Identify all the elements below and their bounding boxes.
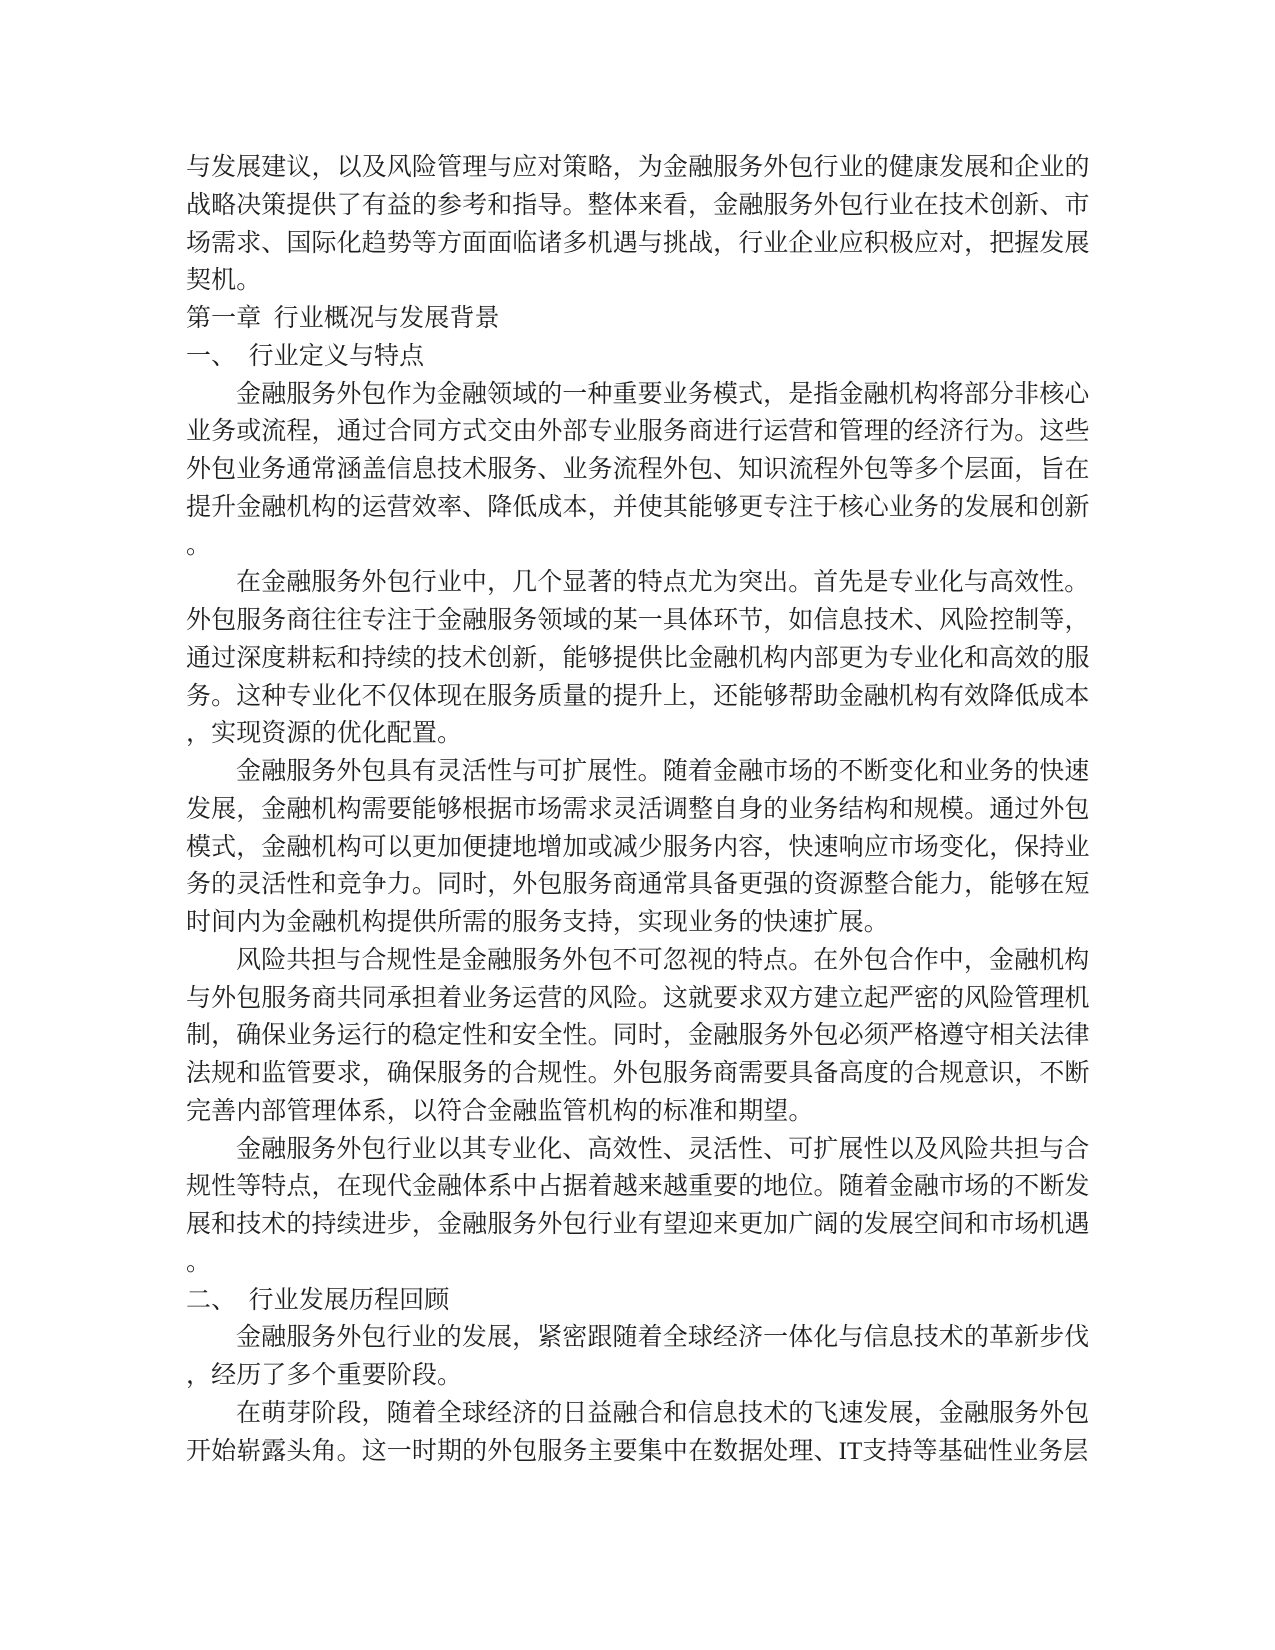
paragraph-line: 提升金融机构的运营效率、降低成本，并使其能够更专注于核心业务的发展和创新 [186, 493, 1090, 521]
paragraph-line: 发展，金融机构需要能够根据市场需求灵活调整自身的业务结构和规模。通过外包 [186, 795, 1090, 823]
paragraph-line: 展和技术的持续进步，金融服务外包行业有望迎来更加广阔的发展空间和市场机遇 [186, 1211, 1090, 1238]
paragraph-line: 外包服务商往往专注于金融服务领域的某一具体环节，如信息技术、风险控制等， [186, 607, 1090, 634]
paragraph-line: 模式，金融机构可以更加便捷地增加或减少服务内容，快速响应市场变化，保持业 [186, 833, 1090, 861]
paragraph-line: 在金融服务外包行业中，几个显著的特点尤为突出。首先是专业化与高效性。 [236, 569, 1090, 597]
paragraph-line: 金融服务外包行业的发展，紧密跟随着全球经济一体化与信息技术的革新步伐 [236, 1324, 1090, 1352]
paragraph-line: ，经历了多个重要阶段。 [186, 1362, 463, 1389]
paragraph-line: 开始崭露头角。这一时期的外包服务主要集中在数据处理、IT支持等基础性业务层 [186, 1437, 1089, 1465]
paragraph-line: 业务或流程，通过合同方式交由外部专业服务商进行运营和管理的经济行为。这些 [186, 418, 1090, 446]
paragraph-line: 法规和监管要求，确保服务的合规性。外包服务商需要具备高度的合规意识，不断 [186, 1060, 1090, 1087]
paragraph-line: 在萌芽阶段，随着全球经济的日益融合和信息技术的飞速发展，金融服务外包 [236, 1399, 1090, 1427]
paragraph-line: 金融服务外包具有灵活性与可扩展性。随着金融市场的不断变化和业务的快速 [236, 758, 1090, 785]
paragraph-line: 。 [186, 531, 212, 559]
paragraph-line: 。 [186, 1248, 212, 1276]
paragraph-line: 场需求、国际化趋势等方面面临诸多机遇与挑战，行业企业应积极应对，把握发展 [186, 229, 1090, 257]
paragraph-line: 完善内部管理体系，以符合金融监管机构的标准和期望。 [186, 1097, 814, 1125]
paragraph-line: 务。这种专业化不仅体现在服务质量的提升上，还能够帮助金融机构有效降低成本 [186, 682, 1090, 710]
paragraph-line: 务的灵活性和竞争力。同时，外包服务商通常具备更强的资源整合能力，能够在短 [186, 871, 1090, 899]
paragraph-line: 与外包服务商共同承担着业务运营的风险。这就要求双方建立起严密的风险管理机 [186, 984, 1090, 1012]
section-heading: 一、 行业定义与特点 [186, 342, 425, 370]
paragraph-line: 战略决策提供了有益的参考和指导。整体来看，金融服务外包行业在技术创新、市 [186, 191, 1090, 219]
paragraph-line: 规性等特点，在现代金融体系中占据着越来越重要的地位。随着金融市场的不断发 [186, 1173, 1090, 1201]
paragraph-line: 金融服务外包作为金融领域的一种重要业务模式，是指金融机构将部分非核心 [236, 380, 1090, 408]
paragraph-line: 外包业务通常涵盖信息技术服务、业务流程外包、知识流程外包等多个层面，旨在 [186, 456, 1090, 483]
chapter-heading: 第一章 行业概况与发展背景 [186, 305, 500, 332]
document-text-block [186, 149, 1094, 1470]
paragraph-line: 通过深度耕耘和持续的技术创新，能够提供比金融机构内部更为专业化和高效的服 [186, 644, 1090, 672]
paragraph-line: 风险共担与合规性是金融服务外包不可忽视的特点。在外包合作中，金融机构 [236, 946, 1090, 974]
paragraph-line: 时间内为金融机构提供所需的服务支持，实现业务的快速扩展。 [186, 909, 889, 936]
paragraph-line: 制，确保业务运行的稳定性和安全性。同时，金融服务外包必须严格遵守相关法律 [186, 1022, 1090, 1050]
paragraph-line: 金融服务外包行业以其专业化、高效性、灵活性、可扩展性以及风险共担与合 [236, 1135, 1090, 1163]
section-heading: 二、 行业发展历程回顾 [186, 1286, 450, 1314]
paragraph-line: 契机。 [186, 267, 262, 295]
paragraph-line: 与发展建议，以及风险管理与应对策略，为金融服务外包行业的健康发展和企业的 [186, 154, 1090, 181]
paragraph-line: ，实现资源的优化配置。 [186, 720, 463, 748]
